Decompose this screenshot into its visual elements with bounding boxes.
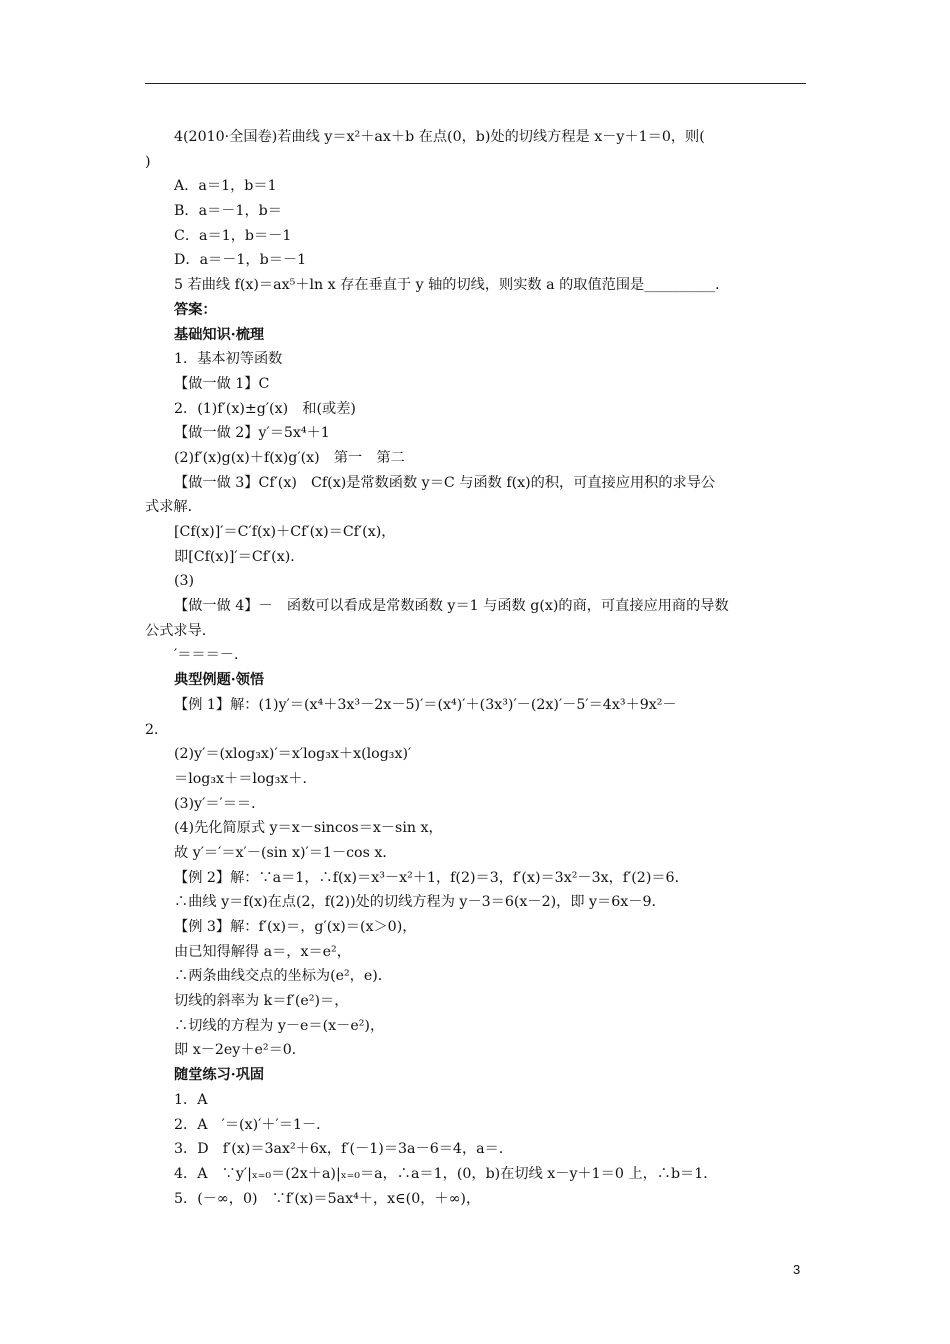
text-line: 2．(1)f′(x)±g′(x) 和(或差)	[174, 400, 356, 417]
text-line: ′＝＝＝－．	[174, 647, 249, 664]
text-line: 【例 2】解：∵a＝1，∴f(x)＝x³－x²＋1，f(2)＝3，f′(x)＝3x²－3x，f′(2)＝6．	[174, 869, 689, 886]
header-rule	[145, 83, 806, 84]
text-line: 2．	[145, 721, 169, 738]
text-line: B．a＝－1，b＝	[174, 203, 282, 220]
text-line: 公式求导．	[145, 622, 216, 639]
text-line: 4(2010·全国卷)若曲线 y＝x²＋ax＋b 在点(0，b)处的切线方程是 x－y＋1＝0，则(	[174, 129, 705, 145]
text-line: [Cf(x)]′＝C′f(x)＋Cf′(x)＝Cf′(x)，	[174, 524, 396, 540]
text-line: 即 x－2ey＋e²＝0．	[174, 1042, 306, 1059]
section-heading: 典型例题·领悟	[174, 672, 265, 689]
text-line: 1．基本初等函数	[174, 351, 283, 368]
text-line: (2)y′＝(xlog₃x)′＝x′log₃x＋x(log₃x)′	[174, 746, 412, 763]
text-line: ∴曲线 y＝f(x)在点(2，f(2))处的切线方程为 y－3＝6(x－2)，即 y＝6x－9．	[174, 894, 666, 911]
text-line: 即[Cf(x)]′＝Cf′(x)．	[174, 548, 305, 565]
text-line: (3)	[174, 573, 195, 590]
text-line: 由已知得解得 a＝，x＝e²，	[174, 943, 351, 960]
text-line: 5 若曲线 f(x)＝ax⁵＋ln x 存在垂直于 y 轴的切线，则实数 a 的取值范围是__________．	[174, 277, 730, 294]
section-heading: 随堂练习·巩固	[174, 1067, 265, 1084]
text-line: 4．A ∵y′|ₓ₌₀＝(2x＋a)|ₓ₌₀＝a，∴a＝1，(0，b)在切线 x－y＋1＝0 上，∴b＝1．	[174, 1165, 718, 1182]
text-line: 3．D f′(x)＝3ax²＋6x，f′(－1)＝3a－6＝4，a＝．	[174, 1141, 513, 1158]
text-line: 切线的斜率为 k＝f′(e²)＝，	[174, 993, 349, 1010]
text-line: 【做一做 2】y′＝5x⁴＋1	[174, 425, 330, 442]
text-line: (4)先化简原式 y＝x－sincos＝x－sin x，	[174, 820, 443, 837]
text-line: 1．A	[174, 1091, 208, 1108]
text-line: 【做一做 3】Cf′(x) Cf(x)是常数函数 y＝C 与函数 f(x)的积，可直接应用积的求导公	[174, 474, 716, 491]
text-line: ∴两条曲线交点的坐标为(e²，e)．	[174, 968, 392, 985]
document-body	[145, 125, 806, 1211]
text-line: 故 y′＝′＝x′－(sin x)′＝1－cos x．	[174, 844, 397, 861]
text-line: 式求解．	[145, 499, 202, 516]
section-heading: 答案：	[174, 301, 217, 318]
text-line: 【做一做 4】－ 函数可以看成是常数函数 y＝1 与函数 g(x)的商，可直接应用商的导数	[174, 598, 729, 615]
page-number: 3	[793, 1262, 801, 1277]
text-line: (3)y′＝′＝＝．	[174, 795, 266, 812]
text-line: 5．(－∞，0) ∵f′(x)＝5ax⁴＋，x∈(0，＋∞)，	[174, 1190, 481, 1207]
text-line: A．a＝1，b＝1	[174, 178, 277, 195]
text-line: 【例 3】解：f′(x)＝，g′(x)＝(x＞0)，	[174, 919, 417, 935]
text-line: C．a＝1，b＝－1	[174, 227, 292, 244]
text-line: ＝log₃x＋＝log₃x＋．	[174, 770, 317, 787]
text-line: )	[145, 153, 151, 170]
section-heading: 基础知识·梳理	[174, 326, 265, 343]
text-line: D．a＝－1，b＝－1	[174, 252, 307, 269]
text-line: 【做一做 1】C	[174, 375, 270, 392]
text-line: 【例 1】解：(1)y′＝(x⁴＋3x³－2x－5)′＝(x⁴)′＋(3x³)′－(2x)′－5′＝4x³＋9x²－	[174, 696, 677, 713]
text-line: 2．A ′＝(x)′＋′＝1－．	[174, 1116, 331, 1133]
text-line: (2)f′(x)g(x)＋f(x)g′(x) 第一 第二	[174, 449, 405, 466]
text-line: ∴切线的方程为 y－e＝(x－e²)，	[174, 1017, 385, 1034]
